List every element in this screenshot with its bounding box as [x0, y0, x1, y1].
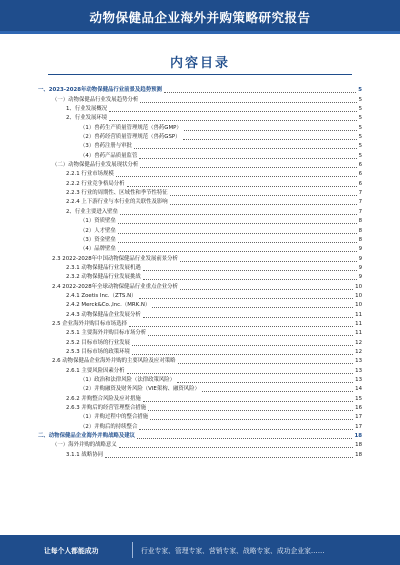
toc-leader-dots — [180, 260, 357, 262]
toc-leader-dots — [132, 344, 353, 346]
toc-entry[interactable] — [38, 348, 362, 357]
toc-entry-text: 二、动物保健品企业海外并购战略及建议 — [38, 433, 136, 440]
toc-entry-text: （1）并购过程中的整合措施 — [80, 414, 149, 421]
footer-divider — [132, 542, 133, 558]
toc-leader-dots — [148, 334, 353, 336]
toc-entry[interactable] — [38, 170, 362, 179]
toc-entry-text: 2.6.1 主要风险因素分析 — [66, 367, 125, 374]
toc-leader-dots — [127, 372, 354, 374]
toc-leader-dots — [178, 362, 354, 364]
toc-leader-dots — [170, 203, 357, 205]
toc-leader-dots — [164, 91, 356, 93]
toc-entry[interactable] — [38, 105, 362, 114]
toc-entry-text: （二）动物保健品行业发展现状分析 — [52, 162, 139, 169]
table-of-contents — [38, 86, 362, 460]
toc-leader-dots — [152, 306, 353, 308]
toc-entry[interactable] — [38, 189, 362, 198]
toc-entry-text: 2.4.3 动物保健品企业发展分析 — [66, 311, 141, 318]
toc-entry-text: （1）兽药生产质量管理规范（兽药GMP） — [80, 124, 182, 131]
toc-page-number: 5 — [358, 134, 362, 141]
toc-leader-dots — [180, 288, 353, 290]
toc-entry[interactable] — [38, 161, 362, 170]
toc-entry-text: 1、行业发展概况 — [66, 106, 108, 113]
toc-leader-dots — [170, 194, 357, 196]
toc-entry[interactable] — [38, 282, 362, 291]
toc-page-number: 10 — [355, 292, 362, 299]
toc-page-number: 12 — [355, 348, 362, 355]
toc-entry-text: （3）资金壁垒 — [80, 236, 116, 243]
toc-entry[interactable] — [38, 301, 362, 310]
toc-entry-text: 2.4.1 Zoetis Inc.（ZTS.N） — [66, 292, 137, 299]
toc-entry[interactable] — [38, 338, 362, 347]
toc-leader-dots — [140, 101, 356, 103]
toc-leader-dots — [183, 138, 357, 140]
toc-leader-dots — [118, 232, 357, 234]
toc-entry-text: 2.3 2022-2028年中国动物保健品行业发展前景分析 — [52, 255, 178, 262]
toc-leader-dots — [139, 157, 356, 159]
toc-leader-dots — [120, 213, 357, 215]
toc-entry[interactable] — [38, 114, 362, 123]
toc-entry[interactable] — [38, 385, 362, 394]
toc-page-number: 5 — [358, 143, 362, 150]
toc-leader-dots — [116, 175, 357, 177]
toc-entry[interactable] — [38, 245, 362, 254]
toc-entry[interactable] — [38, 432, 362, 441]
toc-page-number: 12 — [355, 339, 362, 346]
toc-page-number: 7 — [358, 208, 362, 215]
toc-entry-text: 2.5.1 主要海外并购目标市场分析 — [66, 330, 147, 337]
toc-entry[interactable] — [38, 292, 362, 301]
toc-leader-dots — [143, 400, 353, 402]
toc-leader-dots — [118, 222, 357, 224]
toc-leader-dots — [148, 409, 353, 411]
toc-entry[interactable] — [38, 264, 362, 273]
toc-entry-text: 2.5.2 目标市场的行业发展 — [66, 339, 130, 346]
toc-page-number: 9 — [358, 255, 362, 262]
toc-leader-dots — [143, 269, 357, 271]
toc-entry[interactable] — [38, 394, 362, 403]
toc-leader-dots — [127, 185, 357, 187]
toc-entry-text: （一）海外并购的战略意义 — [52, 442, 117, 449]
toc-leader-dots — [202, 390, 353, 392]
report-title: 动物保健品企业海外并购策略研究报告 — [89, 10, 311, 25]
toc-entry-text: 2.5 企业海外并购目标市场选择 — [52, 320, 127, 327]
toc-page-number: 10 — [355, 283, 362, 290]
toc-entry-text: （2）并购后的持续整合 — [80, 423, 138, 430]
toc-page-number: 9 — [358, 246, 362, 253]
toc-entry[interactable] — [38, 376, 362, 385]
toc-entry[interactable] — [38, 86, 362, 95]
toc-entry-text: 一、2023-2028年动物保健品行业前景及趋势预测 — [38, 87, 162, 94]
toc-page-number: 5 — [358, 124, 362, 131]
toc-entry-text: （2）并购融资及财务风险（VIE架构、融资风险） — [80, 386, 200, 393]
toc-page-number: 5 — [358, 152, 362, 159]
toc-entry-text: 2.3.1 动物保健品行业发展机遇 — [66, 264, 141, 271]
toc-entry[interactable] — [38, 179, 362, 188]
toc-page-number: 6 — [358, 171, 362, 178]
toc-leader-dots — [143, 278, 357, 280]
toc-page-number: 6 — [358, 162, 362, 169]
toc-entry-text: （4）品牌壁垒 — [80, 246, 116, 253]
header-bar — [0, 0, 400, 34]
toc-leader-dots — [129, 325, 353, 327]
toc-leader-dots — [143, 316, 353, 318]
toc-page-number: 11 — [355, 311, 362, 318]
toc-entry[interactable] — [38, 142, 362, 151]
toc-page-number: 13 — [355, 367, 362, 374]
toc-entry-text: 2.5.3 目标市场的政策环境 — [66, 348, 130, 355]
toc-page-number: 8 — [358, 236, 362, 243]
toc-page-number: 11 — [355, 320, 362, 327]
toc-page-number: 10 — [355, 302, 362, 309]
toc-entry[interactable] — [38, 151, 362, 160]
toc-page-number: 18 — [355, 442, 362, 449]
toc-page-number: 17 — [355, 423, 362, 430]
toc-entry[interactable] — [38, 123, 362, 132]
toc-page-number: 18 — [354, 433, 362, 440]
toc-entry[interactable] — [38, 95, 362, 104]
toc-page-number: 17 — [355, 414, 362, 421]
toc-leader-dots — [150, 418, 353, 420]
toc-entry-text: 2.6 动物保健品企业海外并购的主要风险及应对策略 — [52, 358, 176, 365]
toc-leader-dots — [105, 456, 353, 458]
toc-entry-text: 2.2.1 行业市场规模 — [66, 171, 114, 178]
toc-entry-text: （2）人才壁垒 — [80, 227, 116, 234]
toc-page-number: 14 — [355, 386, 362, 393]
toc-leader-dots — [134, 147, 357, 149]
toc-page-number: 7 — [358, 199, 362, 206]
toc-entry-text: （一）动物保健品行业发展趋势分析 — [52, 96, 139, 103]
toc-entry-text: 2.4 2022-2028年全球动物保健品行业重点企业分析 — [52, 283, 178, 290]
toc-entry-text: 2.3.2 动物保健品行业发展挑战 — [66, 274, 141, 281]
toc-entry[interactable] — [38, 404, 362, 413]
toc-entry[interactable] — [38, 357, 362, 366]
toc-entry-text: （1）资质壁垒 — [80, 218, 116, 225]
toc-leader-dots — [139, 297, 354, 299]
toc-entry[interactable] — [38, 207, 362, 216]
toc-entry[interactable] — [38, 198, 362, 207]
footer-slogan: 让每个人都能成功 — [44, 547, 99, 555]
toc-entry[interactable] — [38, 320, 362, 329]
toc-leader-dots — [132, 353, 353, 355]
toc-page-number: 9 — [358, 264, 362, 271]
toc-entry[interactable] — [38, 273, 362, 282]
toc-entry-text: 2.4.2 Merck&Co.,Inc.（MRK.N） — [66, 302, 151, 309]
toc-entry-text: （3）兽药注册与审批 — [80, 143, 132, 150]
toc-page-number: 5 — [358, 87, 362, 94]
toc-leader-dots — [139, 428, 353, 430]
toc-page-number: 13 — [355, 358, 362, 365]
toc-entry-text: 2.6.3 并购后的经营管理整合措施 — [66, 405, 147, 412]
toc-entry[interactable] — [38, 413, 362, 422]
toc-page-number: 8 — [358, 227, 362, 234]
toc-entry-text: （4）兽药产品质量监管 — [80, 152, 138, 159]
header-stripe — [0, 31, 400, 34]
toc-leader-dots — [137, 437, 352, 439]
toc-page-number: 18 — [355, 451, 362, 458]
toc-entry-text: 2、行业发展环境 — [66, 115, 108, 122]
title-divider — [48, 74, 352, 75]
footer-bar — [0, 535, 400, 565]
toc-entry-text: （1）政治和法律风险（法律政策风险） — [80, 377, 176, 383]
toc-leader-dots — [109, 119, 356, 121]
toc-entry-text: 2.6.2 并购整合风险及应对措施 — [66, 395, 141, 402]
toc-page-number: 15 — [355, 395, 362, 402]
toc-title: 内容目录 — [169, 56, 230, 71]
toc-leader-dots — [119, 446, 353, 448]
toc-entry[interactable] — [38, 329, 362, 338]
toc-leader-dots — [118, 241, 357, 243]
toc-leader-dots — [177, 381, 353, 383]
toc-page-number: 6 — [358, 180, 362, 187]
footer-tagline: 行业专家、管理专家、营销专家、战略专家、成功企业家…… — [141, 547, 325, 555]
toc-entry-text: 2.2.3 行业的周期性、区域性和季节性特征 — [66, 190, 168, 197]
toc-entry-text: 2、行业主要进入壁垒 — [66, 208, 118, 215]
toc-entry[interactable] — [38, 310, 362, 319]
toc-entry[interactable] — [38, 236, 362, 245]
toc-page-number: 9 — [358, 274, 362, 281]
toc-entry[interactable] — [38, 422, 362, 431]
toc-entry-text: 2.2.2 行业竞争格局分析 — [66, 180, 125, 187]
toc-entry[interactable] — [38, 226, 362, 235]
toc-entry[interactable] — [38, 217, 362, 226]
toc-page-number: 7 — [358, 190, 362, 197]
toc-entry[interactable] — [38, 441, 362, 450]
toc-entry[interactable] — [38, 254, 362, 263]
toc-page-number: 8 — [358, 218, 362, 225]
toc-leader-dots — [184, 129, 357, 131]
toc-page-number: 5 — [358, 106, 362, 113]
toc-page-number: 5 — [358, 115, 362, 122]
toc-entry[interactable] — [38, 366, 362, 375]
toc-leader-dots — [118, 250, 357, 252]
toc-leader-dots — [140, 166, 356, 168]
toc-entry-text: 3.1.1 战略协同 — [66, 451, 103, 458]
toc-page-number: 11 — [355, 330, 362, 337]
toc-page-number: 5 — [358, 96, 362, 103]
toc-entry-text: 2.2.4 上下游行业与本行业的关联性及影响 — [66, 199, 168, 206]
toc-page-number: 16 — [355, 405, 362, 412]
toc-leader-dots — [109, 110, 356, 112]
toc-entry[interactable] — [38, 133, 362, 142]
toc-entry[interactable] — [38, 450, 362, 459]
toc-page-number: 13 — [355, 377, 362, 383]
toc-entry-text: （2）兽药经营质量管理规范（兽药GSP） — [80, 134, 181, 141]
